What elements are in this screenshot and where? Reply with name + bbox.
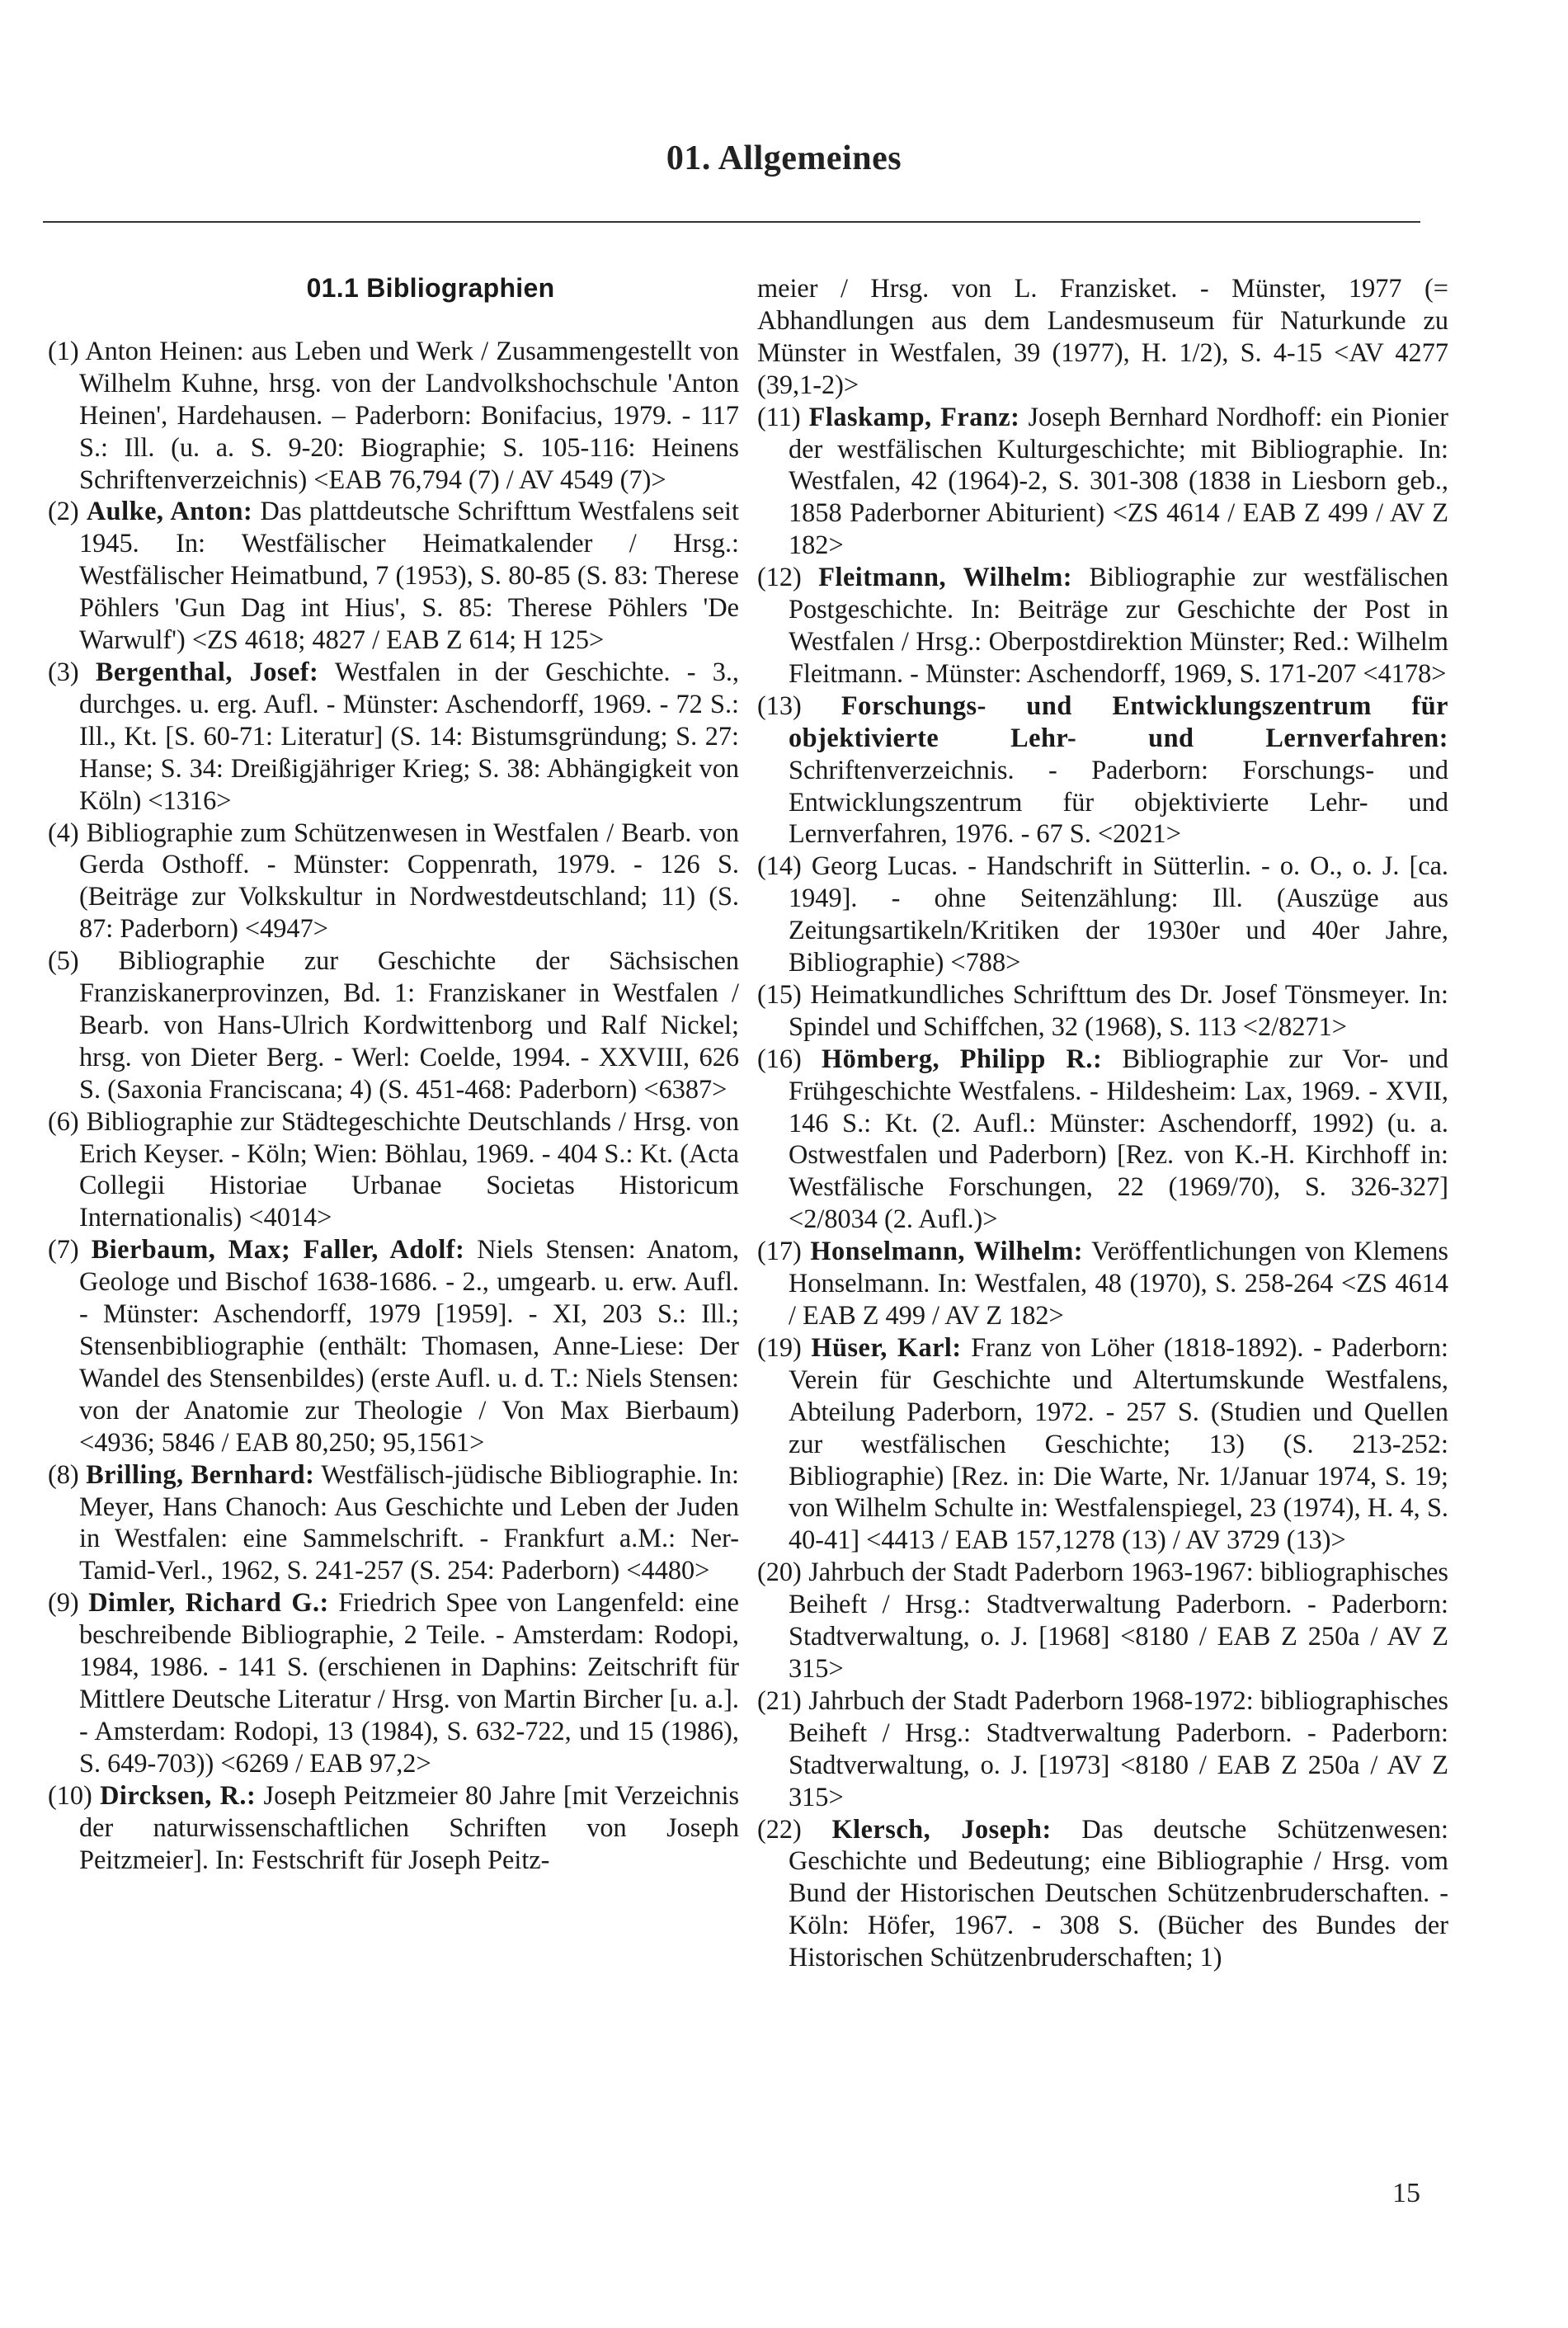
bibliography-entry: [757, 1556, 1448, 1685]
entry-author: Fleitmann, Wilhelm:: [818, 562, 1073, 592]
entry-text: Georg Lucas. - Handschrift in Sütterlin. - o. O., o. J. [ca. 1949]. - ohne Seitenzählung: Ill. (Auszüge aus Zeitungsartikeln/Kritiken der 1930er und 40er Jahre, Bibliographie) <788>: [789, 851, 1449, 978]
entry-text: Westfälisch-jüdische Bibliographie. In: Meyer, Hans Chanoch: Aus Geschichte und Leben der Juden in Westfalen: eine Sammelschrift. - Frankfurt a.M.: Ner-Tamid-Verl., 1962, S. 241-257 (S. 254: Paderborn) <4480>: [79, 1459, 739, 1586]
bibliography-entry: [757, 850, 1448, 978]
entry-text: Joseph Bernhard Nordhoff: ein Pionier der westfälischen Kulturgeschichte; mit Bibliographie. In: Westfalen, 42 (1964)-2, S. 301-308 (1838 in Liesborn geb., 1858 Paderborner Abiturient) <ZS 4614 / EAB Z 499 / AV Z 182>: [789, 401, 1449, 560]
entry-text: Joseph Peitzmeier 80 Jahre [mit Verzeichnis der naturwissenschaftlichen Schriften von Joseph Peitzmeier]. In: Festschrift für Joseph Peitz-: [79, 1779, 740, 1874]
bibliography-entry: [48, 1233, 739, 1458]
bibliography-entry: [48, 1105, 739, 1234]
bibliography-entry: [757, 1685, 1448, 1813]
entry-author: Bierbaum, Max; Faller, Adolf:: [91, 1234, 465, 1265]
entry-number: (2): [48, 496, 79, 526]
bibliography-entry: [757, 1813, 1448, 1974]
page-title: 01. Allgemeines: [666, 139, 902, 177]
entry-author: Flaskamp, Franz:: [808, 401, 1020, 431]
entry-text: Westfalen in der Geschichte. - 3., durchges. u. erg. Aufl. - Münster: Aschendorff, 1969. - 72 S.: Ill., Kt. [S. 60-71: Literatur] (S. 14: Bistumsgründung; S. 27: Hanse; S. 34: Dreißigjähriger Krieg; S. 38: Abhängigkeit von Köln) <1316>: [79, 656, 740, 815]
bibliography-entry: [757, 978, 1448, 1043]
entry-author: Honselmann, Wilhelm:: [810, 1236, 1084, 1266]
entry-number: (20): [757, 1557, 802, 1587]
entry-text: Friedrich Spee von Langenfeld: eine beschreibende Bibliographie, 2 Teile. - Amsterdam: Rodopi, 1984, 1986. - 141 S. (erschienen in Daphins: Zeitschrift für Mittlere Deutsche Literatur / Hrsg. von Martin Bircher [u. a.]. - Amsterdam: Rodopi, 13 (1984), S. 632-722, und 15 (1986), S. 649-703)) <6269 / EAB 97,2>: [79, 1587, 740, 1778]
entry-text: Jahrbuch der Stadt Paderborn 1963-1967: bibliographisches Beiheft / Hrsg.: Stadtverwaltung Paderborn. - Paderborn: Stadtverwaltung, o. J. [1968] <8180 / EAB Z 250a / AV Z 315>: [789, 1557, 1448, 1683]
bibliography-entry: [757, 690, 1448, 851]
entry-number: (9): [48, 1587, 79, 1618]
page-number: 15: [1392, 2178, 1420, 2208]
entry-number: (1): [48, 335, 79, 365]
entry-number: (3): [48, 656, 79, 686]
entry-number: (21): [757, 1685, 802, 1715]
entry-text: Franz von Löher (1818-1892). - Paderborn: Verein für Geschichte und Altertumskunde Westfalens, Abteilung Paderborn, 1972. - 257 S. (Studien und Quellen zur westfälischen Geschichte; 13) (S. 213-252: Bibliographie) [Rez. in: Die Warte, Nr. 1/Januar 1974, S. 19; von Wilhelm Schulte in: Westfalenspiegel, 23 (1974), H. 4, S. 40-41] <4413 / EAB 157,1278 (13) / AV 3729 (13)>: [789, 1331, 1449, 1555]
entry-author: Dircksen, R.:: [100, 1779, 257, 1810]
entry-number: (7): [48, 1234, 79, 1265]
entry-number: (6): [48, 1105, 79, 1136]
entry-text: Bibliographie zur Städtegeschichte Deutschlands / Hrsg. von Erich Keyser. - Köln; Wien: Böhlau, 1969. - 404 S.: Kt. (Acta Collegii Historiae Urbanae Societas Historicum Internationalis) <4014>: [79, 1105, 740, 1232]
bibliography-entry: [48, 1586, 739, 1779]
entry-number: (19): [757, 1331, 802, 1362]
entry-text: Heimatkundliches Schrifttum des Dr. Josef Tönsmeyer. In: Spindel und Schiffchen, 32 (1968), S. 113 <2/8271>: [789, 978, 1448, 1041]
bibliography-entry: [48, 945, 739, 1105]
entry-text: Bibliographie zur Vor- und Frühgeschichte Westfalens. - Hildesheim: Lax, 1969. - XVII, 146 S.: Kt. (2. Aufl.: Münster: Aschendorff, 1992) (u. a. Ostwestfalen und Paderborn) [Rez. von K.-H. Kirchhoff in: Westfälische Forschungen, 22 (1969/70), S. 326-327] <2/8034 (2. Aufl.)>: [789, 1043, 1448, 1234]
bibliography-entry: [757, 561, 1448, 690]
entry-text: Schriftenverzeichnis. - Paderborn: Forschungs- und Entwicklungszentrum für objektivierte Lehr- und Lernverfahren, 1976. - 67 S. <2021>: [789, 754, 1448, 849]
title-rule: [43, 221, 1420, 223]
bibliography-entry: [48, 495, 739, 656]
entry-number: (10): [48, 1779, 92, 1810]
entry-number: (8): [48, 1459, 79, 1489]
bibliography-entry: [757, 1331, 1448, 1556]
entry-author: Aulke, Anton:: [86, 496, 253, 526]
entry-author: Dimler, Richard G.:: [88, 1587, 329, 1618]
entry-text: Niels Stensen: Anatom, Geologe und Bischof 1638-1686. - 2., umgearb. u. erw. Aufl. - Münster: Aschendorff, 1979 [1959]. - XI, 203 S.: Ill.; Stensenbibliographie (enthält: Thomasen, Anne-Liese: Der Wandel des Stensenbildes) (erste Aufl. u. d. T.: Niels Stensen: von der Anatomie zur Theologie / Von Max Bierbaum) <4936; 5846 / EAB 80,250; 95,1561>: [79, 1234, 740, 1457]
bibliography-entry: [48, 817, 739, 945]
entry-number: (12): [757, 562, 802, 592]
section-heading: 01.1 Bibliographien: [306, 273, 555, 303]
bibliography-entry: [48, 335, 739, 496]
bibliography-entry: [48, 1459, 739, 1587]
left-column: [48, 272, 739, 1875]
right-entry-list: [757, 401, 1448, 1973]
bibliography-entry: [757, 401, 1448, 562]
entry-text: Bibliographie zur westfälischen Postgeschichte. In: Beiträge zur Geschichte der Post in Westfalen / Hrsg.: Oberpostdirektion Münster; Red.: Wilhelm Fleitmann. - Münster: Aschendorff, 1969, S. 171-207 <4178>: [789, 562, 1448, 688]
entry-text: Bibliographie zur Geschichte der Sächsischen Franziskanerprovinzen, Bd. 1: Franziskaner in Westfalen / Bearb. von Hans-Ulrich Kordwittenborg und Ralf Nickel; hrsg. von Dieter Berg. - Werl: Coelde, 1994. - XXVIII, 626 S. (Saxonia Franciscana; 4) (S. 451-468: Paderborn) <6387>: [79, 945, 739, 1104]
entry-number: (22): [757, 1813, 802, 1844]
entry-number: (17): [757, 1236, 802, 1266]
entry-text: Anton Heinen: aus Leben und Werk / Zusammengestellt von Wilhelm Kuhne, hrsg. von der Landvolkshochschule 'Anton Heinen', Hardehausen. – Paderborn: Bonifacius, 1979. - 117 S.: Ill. (u. a. S. 9-20: Biographie; S. 105-116: Heinens Schriftenverzeichnis) <EAB 76,794 (7) / AV 4549 (7)>: [79, 335, 739, 494]
entry-number: (15): [757, 978, 802, 1009]
entry-author: Brilling, Bernhard:: [86, 1459, 315, 1489]
bibliography-entry: [757, 1043, 1448, 1235]
entry-author: Bergenthal, Josef:: [95, 656, 319, 686]
entry-text: Bibliographie zum Schützenwesen in Westfalen / Bearb. von Gerda Osthoff. - Münster: Coppenrath, 1979. - 126 S. (Beiträge zur Volkskultur in Nordwestdeutschland; 11) (S. 87: Paderborn) <4947>: [79, 817, 739, 944]
right-column: [757, 272, 1448, 1973]
entry-author: Hüser, Karl:: [811, 1331, 962, 1362]
entry-number: (5): [48, 945, 79, 976]
bibliography-entry: [757, 1235, 1448, 1331]
entry-number: (14): [757, 851, 802, 881]
entry-number: (13): [757, 690, 802, 720]
entry-number: (16): [757, 1043, 802, 1073]
bibliography-entry: [48, 1779, 739, 1876]
bibliography-entry: [48, 656, 739, 817]
entry-text: Das plattdeutsche Schrifttum Westfalens seit 1945. In: Westfälischer Heimatkalender / Hrsg.: Westfälischer Heimatbund, 7 (1953), S. 80-85 (S. 83: Therese Pöhlers 'Gun Dag int Hius', S. 85: Therese Pöhlers 'De Warwulf') <ZS 4618; 4827 / EAB Z 614; H 125>: [79, 496, 740, 655]
left-entry-list: [48, 335, 739, 1876]
entry-number: (11): [757, 401, 801, 431]
entry-continuation: meier / Hrsg. von L. Franzisket. - Münster, 1977 (= Abhandlungen aus dem Landesmuseum für Naturkunde zu Münster in Westfalen, 39 (1977), H. 1/2), S. 4-15 <AV 4277 (39,1-2)>: [757, 273, 1448, 399]
entry-author: Klersch, Joseph:: [831, 1813, 1052, 1844]
entry-text: Veröffentlichungen von Klemens Honselmann. In: Westfalen, 48 (1970), S. 258-264 <ZS 4614 / EAB Z 499 / AV Z 182>: [789, 1236, 1449, 1330]
entry-number: (4): [48, 817, 79, 847]
entry-author: Hömberg, Philipp R.:: [822, 1043, 1103, 1073]
entry-text: Das deutsche Schützenwesen: Geschichte und Bedeutung; eine Bibliographie / Hrsg. vom Bund der Historischen Deutschen Schützenbruderschaften. - Köln: Höfer, 1967. - 308 S. (Bücher des Bundes der Historischen Schützenbruderschaften; 1): [789, 1813, 1449, 1972]
entry-text: Jahrbuch der Stadt Paderborn 1968-1972: bibliographisches Beiheft / Hrsg.: Stadtverwaltung Paderborn. - Paderborn: Stadtverwaltung, o. J. [1973] <8180 / EAB Z 250a / AV Z 315>: [789, 1685, 1448, 1812]
entry-author: Forschungs- und Entwicklungszentrum für objektivierte Lehr- und Lernverfahren:: [789, 690, 1448, 752]
